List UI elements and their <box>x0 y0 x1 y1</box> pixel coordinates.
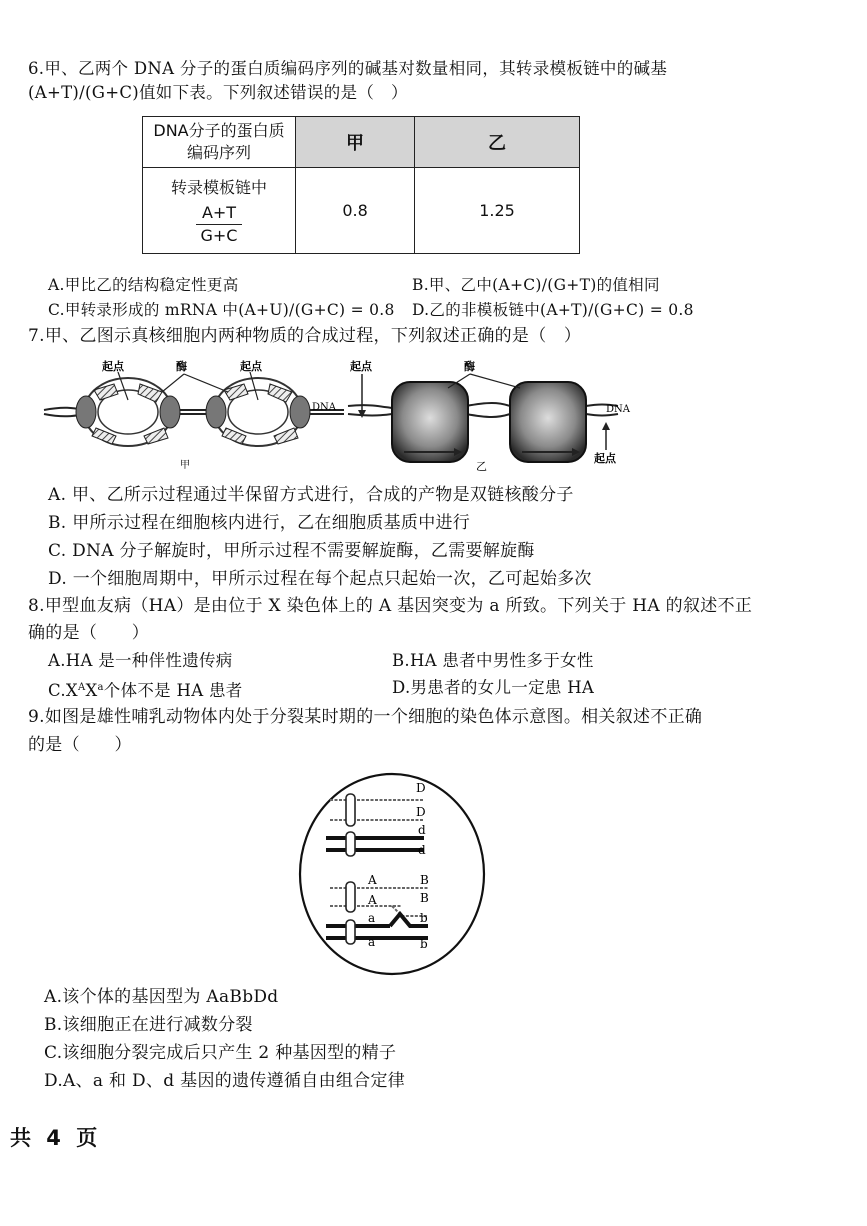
label-qidian-4: 起点 <box>594 452 616 465</box>
gene-B-2: B <box>420 891 429 905</box>
replication-bubble-2 <box>206 378 310 446</box>
gene-a-1: a <box>368 911 376 925</box>
q9-cell-figure <box>296 770 488 980</box>
table-header-line1: DNA分子的蛋白质 <box>153 121 285 140</box>
table-value-jia: 0.8 <box>296 168 415 254</box>
gene-B-1: B <box>420 873 429 887</box>
label-dna-2: DNA <box>606 404 630 415</box>
label-jia: 甲 <box>180 460 190 471</box>
q9-option-b: B.该细胞正在进行减数分裂 <box>44 1015 253 1035</box>
table-col-yi: 乙 <box>415 117 580 168</box>
q8-c-prefix: C.X <box>48 681 78 700</box>
q8-stem-line2: 确的是（ ） <box>28 623 150 643</box>
q7-figure-jia <box>44 356 346 474</box>
label-yi: 乙 <box>476 460 487 473</box>
gene-A-1: A <box>368 873 377 887</box>
gene-D-1: D <box>416 781 426 795</box>
q7-option-c: C. DNA 分子解旋时，甲所示过程不需要解旋酶，乙需要解旋酶 <box>48 541 535 561</box>
label-qidian-3: 起点 <box>350 360 372 373</box>
q9-option-c: C.该细胞分裂完成后只产生 2 种基因型的精子 <box>44 1043 397 1063</box>
label-mei-2: 酶 <box>464 360 475 373</box>
q8-option-b: B.HA 患者中男性多于女性 <box>392 651 594 670</box>
gene-a-2: a <box>368 935 376 949</box>
cell-outline <box>300 774 484 974</box>
page-count-footer: 共 4 页 <box>10 1126 102 1150</box>
table-header-label <box>143 117 296 168</box>
table-header-line2: 编码序列 <box>186 143 251 162</box>
label-qidian-1: 起点 <box>102 360 124 373</box>
q8-option-a: A.HA 是一种伴性遗传病 <box>48 651 233 670</box>
gene-A-2: A <box>368 893 377 907</box>
q9-stem-line2: 的是（ ） <box>28 735 132 755</box>
fraction-numerator: A+T <box>196 202 242 225</box>
q7-option-b: B. 甲所示过程在细胞核内进行，乙在细胞质基质中进行 <box>48 513 471 533</box>
gene-d-2: d <box>418 843 426 857</box>
table-row-label <box>143 168 296 254</box>
table-col-jia: 甲 <box>296 117 415 168</box>
table-value-yi: 1.25 <box>415 168 580 254</box>
replication-bubble-1 <box>76 378 180 446</box>
label-dna-1: DNA <box>312 402 336 413</box>
q6-option-c: C.甲转录形成的 mRNA 中(A+U)/(G+C) = 0.8 <box>48 301 395 319</box>
table-row-label-text: 转录模板链中 <box>170 177 267 197</box>
q7-figure-yi <box>348 356 638 474</box>
q9-stem-line1: 9.如图是雄性哺乳动物体内处于分裂某时期的一个细胞的染色体示意图。相关叙述不正确 <box>28 707 703 727</box>
ratio-fraction <box>196 202 242 247</box>
label-mei-1: 酶 <box>176 360 187 373</box>
fraction-denominator: G+C <box>200 225 238 245</box>
q9-option-a: A.该个体的基因型为 AaBbDd <box>44 987 279 1007</box>
q6-option-d: D.乙的非模板链中(A+T)/(G+C) = 0.8 <box>412 301 694 319</box>
q6-stem-line1: 6.甲、乙两个 DNA 分子的蛋白质编码序列的碱基对数量相同，其转录模板链中的碱基 <box>28 59 668 78</box>
q6-option-b: B.甲、乙中(A+C)/(G+T)的值相同 <box>412 276 660 294</box>
gene-d-1: d <box>418 823 426 837</box>
q6-stem-line2: (A+T)/(G+C)值如下表。下列叙述错误的是（ ） <box>28 83 408 102</box>
q7-option-a: A. 甲、乙所示过程通过半保留方式进行，合成的产物是双链核酸分子 <box>48 485 574 505</box>
q7-stem: 7.甲、乙图示真核细胞内两种物质的合成过程，下列叙述正确的是（ ） <box>28 326 582 346</box>
label-qidian-2: 起点 <box>240 360 262 373</box>
q8-c-sup2: a <box>97 682 104 693</box>
q8-c-mid: X <box>85 681 98 700</box>
q9-option-d: D.A、a 和 D、d 基因的遗传遵循自由组合定律 <box>44 1071 406 1091</box>
q8-option-c <box>48 677 243 702</box>
gene-D-2: D <box>416 805 426 819</box>
q8-c-sup1: A <box>77 682 86 693</box>
q8-option-d: D.男患者的女儿一定患 HA <box>392 678 595 697</box>
gene-b-2: b <box>420 937 428 951</box>
q8-c-suffix: 个体不是 HA 患者 <box>103 681 243 700</box>
chromosome-ab-pair <box>326 882 428 944</box>
q7-option-d: D. 一个细胞周期中，甲所示过程在每个起点只起始一次，乙可起始多次 <box>48 569 592 589</box>
q6-option-a: A.甲比乙的结构稳定性更高 <box>48 276 239 294</box>
chromosome-dd-pair <box>326 794 424 856</box>
gene-b-1: b <box>420 911 428 925</box>
q6-table <box>142 116 580 254</box>
q8-stem-line1: 8.甲型血友病（HA）是由位于 X 染色体上的 A 基因突变为 a 所致。下列关于 HA 的叙述不正 <box>28 596 753 616</box>
